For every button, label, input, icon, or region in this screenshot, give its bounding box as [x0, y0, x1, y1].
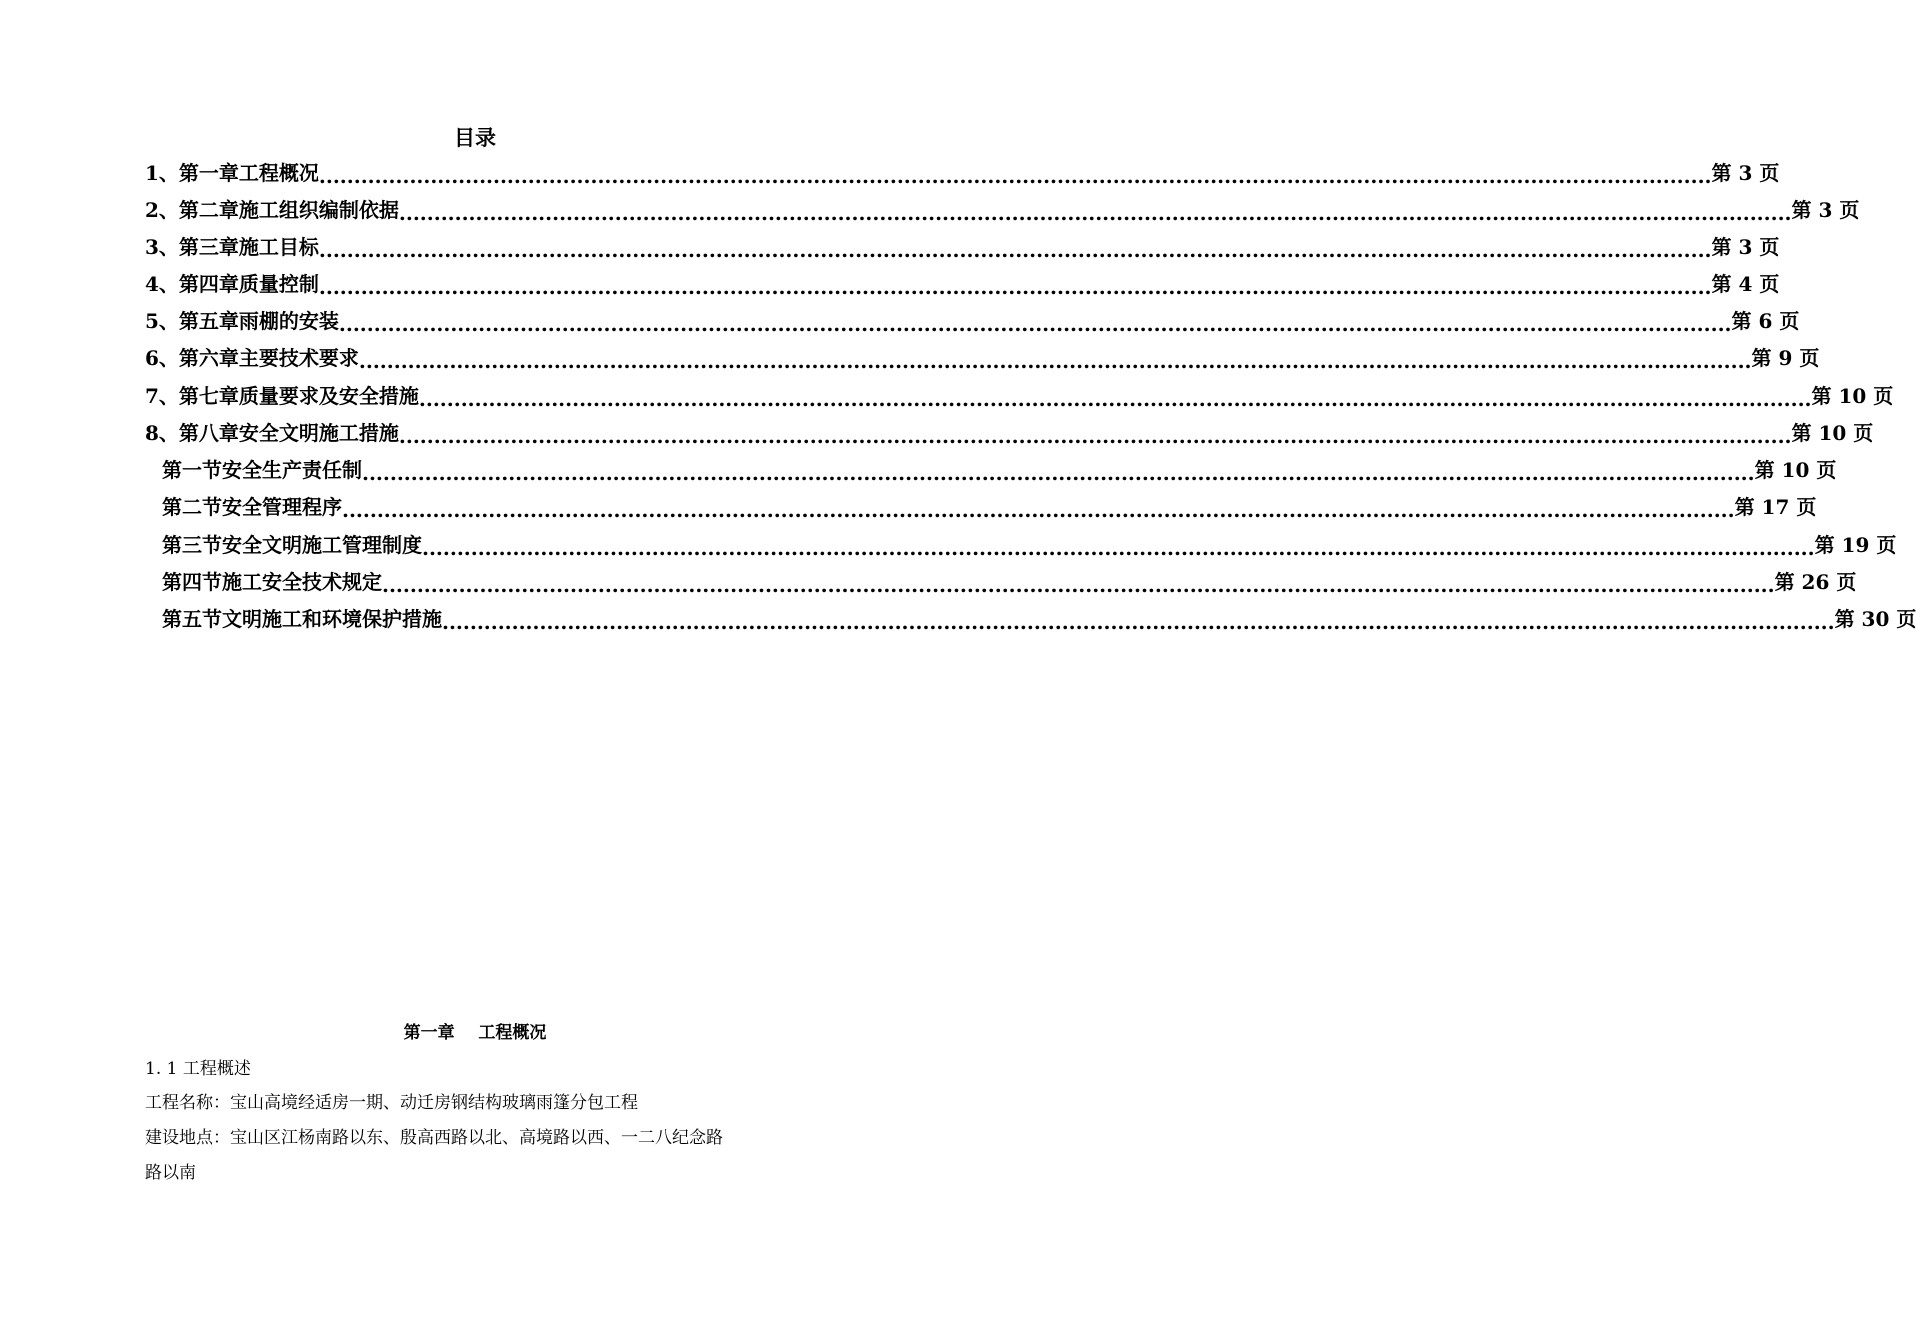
toc-entry-page: 第 10 页	[1754, 458, 1837, 482]
toc-entry-page: 第 3 页	[1711, 235, 1780, 259]
toc-entry[interactable]	[162, 530, 1897, 560]
toc-entry-page: 第 10 页	[1811, 384, 1894, 408]
project-name-line: 工程名称：宝山高境经适房一期、动迁房钢结构玻璃雨篷分包工程	[145, 1093, 638, 1113]
toc-leader-dots: ........................................................................................................................................................................................................	[338, 312, 1732, 336]
toc-entry-label: 第五节文明施工和环境保护措施	[162, 607, 442, 631]
toc-entry[interactable]	[145, 381, 1894, 411]
toc-entry-page: 第 30 页	[1834, 607, 1916, 631]
toc-leader-dots: ........................................................................................................................................................................................................	[362, 461, 1755, 485]
toc-leader-dots: ........................................................................................................................................................................................................	[442, 610, 1835, 634]
toc-leader-dots: ........................................................................................................................................................................................................	[358, 349, 1752, 373]
toc-leader-dots: ........................................................................................................................................................................................................	[398, 201, 1792, 225]
toc-entry-page: 第 26 页	[1774, 570, 1857, 594]
toc-leader-dots: ........................................................................................................................................................................................................	[382, 573, 1775, 597]
location-line-continued: 路以南	[145, 1163, 196, 1183]
toc-entry[interactable]	[145, 343, 1820, 373]
toc-entry[interactable]	[162, 567, 1857, 597]
toc-entry-page: 第 3 页	[1791, 198, 1860, 222]
toc-leader-dots: ........................................................................................................................................................................................................	[422, 536, 1815, 560]
toc-entry-label: 8、第八章安全文明施工措施	[145, 421, 399, 445]
toc-entry[interactable]	[145, 306, 1800, 336]
toc-entry-label: 4、第四章质量控制	[145, 272, 319, 296]
toc-leader-dots: ........................................................................................................................................................................................................	[342, 498, 1735, 522]
toc-entry-label: 6、第六章主要技术要求	[145, 346, 359, 370]
toc-leader-dots: ........................................................................................................................................................................................................	[318, 238, 1712, 262]
toc-title: 目录	[454, 125, 496, 150]
toc-entry-page: 第 10 页	[1791, 421, 1874, 445]
toc-entry-page: 第 17 页	[1734, 495, 1817, 519]
chapter-heading-text: 第一章 工程概况	[403, 1023, 547, 1043]
toc-entry-page: 第 9 页	[1751, 346, 1820, 370]
chapter-heading	[0, 1018, 950, 1043]
section-heading: 1. 1 工程概述	[145, 1059, 251, 1079]
toc-entry-label: 第一节安全生产责任制	[162, 458, 362, 482]
toc-entry-page: 第 19 页	[1814, 533, 1897, 557]
toc-entry-page: 第 4 页	[1711, 272, 1780, 296]
toc-entry-label: 2、第二章施工组织编制依据	[145, 198, 399, 222]
toc-leader-dots: ........................................................................................................................................................................................................	[398, 424, 1792, 448]
toc-entry-label: 第三节安全文明施工管理制度	[162, 533, 422, 557]
toc-entry[interactable]	[162, 492, 1817, 522]
toc-entry[interactable]	[145, 195, 1860, 225]
toc-entry-label: 1、第一章工程概况	[145, 161, 319, 185]
toc-entry[interactable]	[145, 269, 1780, 299]
toc-entry[interactable]	[162, 455, 1837, 485]
toc-entry-label: 第二节安全管理程序	[162, 495, 342, 519]
location-line: 建设地点：宝山区江杨南路以东、殷高西路以北、高境路以西、一二八纪念路	[145, 1128, 723, 1148]
toc-entry-label: 7、第七章质量要求及安全措施	[145, 384, 419, 408]
toc-entry-page: 第 6 页	[1731, 309, 1800, 333]
toc-entry-page: 第 3 页	[1711, 161, 1780, 185]
toc-leader-dots: ........................................................................................................................................................................................................	[318, 164, 1712, 188]
toc-entry[interactable]	[162, 604, 1916, 634]
toc-entry-label: 3、第三章施工目标	[145, 235, 319, 259]
toc-entry-label: 第四节施工安全技术规定	[162, 570, 382, 594]
toc-leader-dots: ........................................................................................................................................................................................................	[418, 387, 1812, 411]
toc-entry[interactable]	[145, 232, 1780, 262]
toc-entry[interactable]	[145, 418, 1874, 448]
toc-entry-label: 5、第五章雨棚的安装	[145, 309, 339, 333]
toc-leader-dots: ........................................................................................................................................................................................................	[318, 275, 1712, 299]
toc-entry[interactable]	[145, 158, 1780, 188]
